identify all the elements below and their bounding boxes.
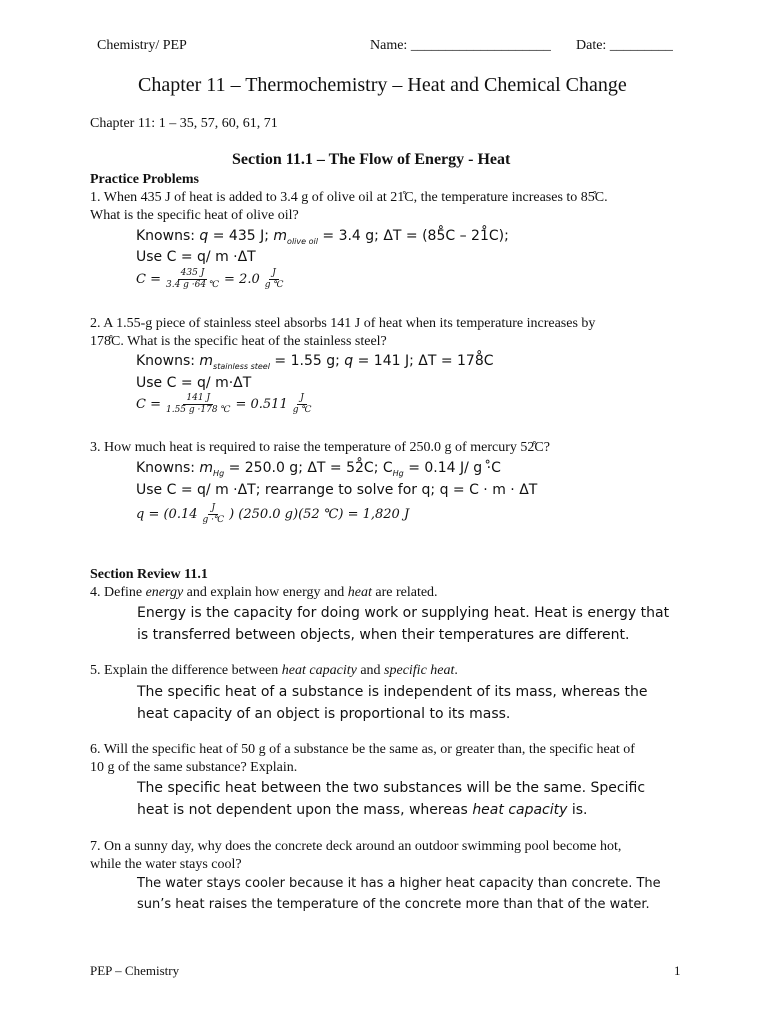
name-field-label: Name: ____________________ [370,38,551,53]
question-6-line-1: 6. Will the specific heat of 50 g of a substance be the same as, or greater than, the specific heat of [90,742,635,757]
question-1-equation: C = $\frac{435 J}{3.4 g \cdot 64 ℃}$ = 2.0 $\frac{J}{g ℃}$ [136,268,288,291]
answer-4-line-2: is transferred between objects, when their temperatures are different. [137,627,630,643]
question-3-line-1: 3. How much heat is required to raise the temperature of 250.0 g of mercury 52̊C? [90,440,550,455]
answer-4-line-1: Energy is the capacity for doing work or supplying heat. Heat is energy that [137,605,670,621]
question-1-line-1: 1. When 435 J of heat is added to 3.4 g of olive oil at 21̊C, the temperature increases to 85̊C. [90,190,608,205]
question-6-line-2: 10 g of the same substance? Explain. [90,760,298,775]
question-7-line-2: while the water stays cool? [90,857,242,872]
section-heading-11-1: Section 11.1 – The Flow of Energy - Heat [232,151,511,168]
unit-fraction: $\frac{J}{g ℃}$ [264,268,284,290]
page-title: Chapter 11 – Thermochemistry – Heat and Chemical Change [138,74,627,96]
question-1-formula: Use C = q/ m ·ΔT [136,249,256,265]
header-course: Chemistry/ PEP [97,38,187,53]
answer-6-line-2: heat is not dependent upon the mass, whereas heat capacity is. [137,802,588,818]
answer-7-line-1: The water stays cooler because it has a higher heat capacity than concrete. The [137,876,661,891]
unit-fraction: $\frac{J}{g \cdot℃}$ [202,503,225,525]
question-2-line-1: 2. A 1.55-g piece of stainless steel absorbs 141 J of heat when its temperature increases by [90,316,596,331]
page-number: 1 [674,963,681,978]
question-7-line-1: 7. On a sunny day, why does the concrete deck around an outdoor swimming pool become hot, [90,839,622,854]
footer-label: PEP – Chemistry [90,963,180,978]
question-3-equation: q = (0.14 $\frac{J}{g \cdot℃}$ ) (250.0 g)(52 ℃) = 1,820 J [136,503,410,525]
unit-fraction: $\frac{J}{g ℃}$ [292,393,312,415]
question-1-knowns: Knowns: q = 435 J; $m_{olive oil} = 3.4$ g; ΔT = (85̊C – 21̊C); [136,228,509,246]
answer-5-line-2: heat capacity of an object is proportional to its mass. [137,706,511,722]
question-2-formula: Use C = q/ m·ΔT [136,375,252,391]
question-1-line-2: What is the specific heat of olive oil? [90,208,299,223]
fraction: $\frac{141 J}{1.55 g \cdot 178 ℃}$ [165,393,231,415]
answer-5-line-1: The specific heat of a substance is independent of its mass, whereas the [137,684,648,700]
section-review-heading: Section Review 11.1 [90,567,208,582]
question-2-line-2: 178̊C. What is the specific heat of the stainless steel? [90,334,387,349]
date-field-label: Date: _________ [576,38,673,53]
answer-7-line-2: sun’s heat raises the temperature of the concrete more than that of the water. [137,897,650,912]
answer-6-line-1: The specific heat between the two substances will be the same. Specific [137,780,646,796]
question-4: 4. Define energy and explain how energy and heat are related. [90,585,438,600]
question-2-knowns: Knowns: $m_{stainless steel} = 1.55$ g; q = 141 J; ΔT = 178̊C [136,353,494,371]
question-2-equation: C = $\frac{141 J}{1.55 g \cdot 178 ℃}$ = 0.511 $\frac{J}{g ℃}$ [136,393,316,416]
fraction: $\frac{435 J}{3.4 g \cdot 64 ℃}$ [165,268,220,290]
question-3-formula: Use C = q/ m ·ΔT; rearrange to solve for q; q = C · m · ΔT [136,482,538,498]
question-5: 5. Explain the difference between heat capacity and specific heat. [90,663,458,678]
question-3-knowns: Knowns: $m_{Hg} = 250.0$ g; ΔT = 52̊C; $C_{Hg} = 0.14$ J/ g ·̊C [136,460,501,478]
assignment-line: Chapter 11: 1 – 35, 57, 60, 61, 71 [90,116,278,131]
practice-problems-heading: Practice Problems [90,172,199,187]
